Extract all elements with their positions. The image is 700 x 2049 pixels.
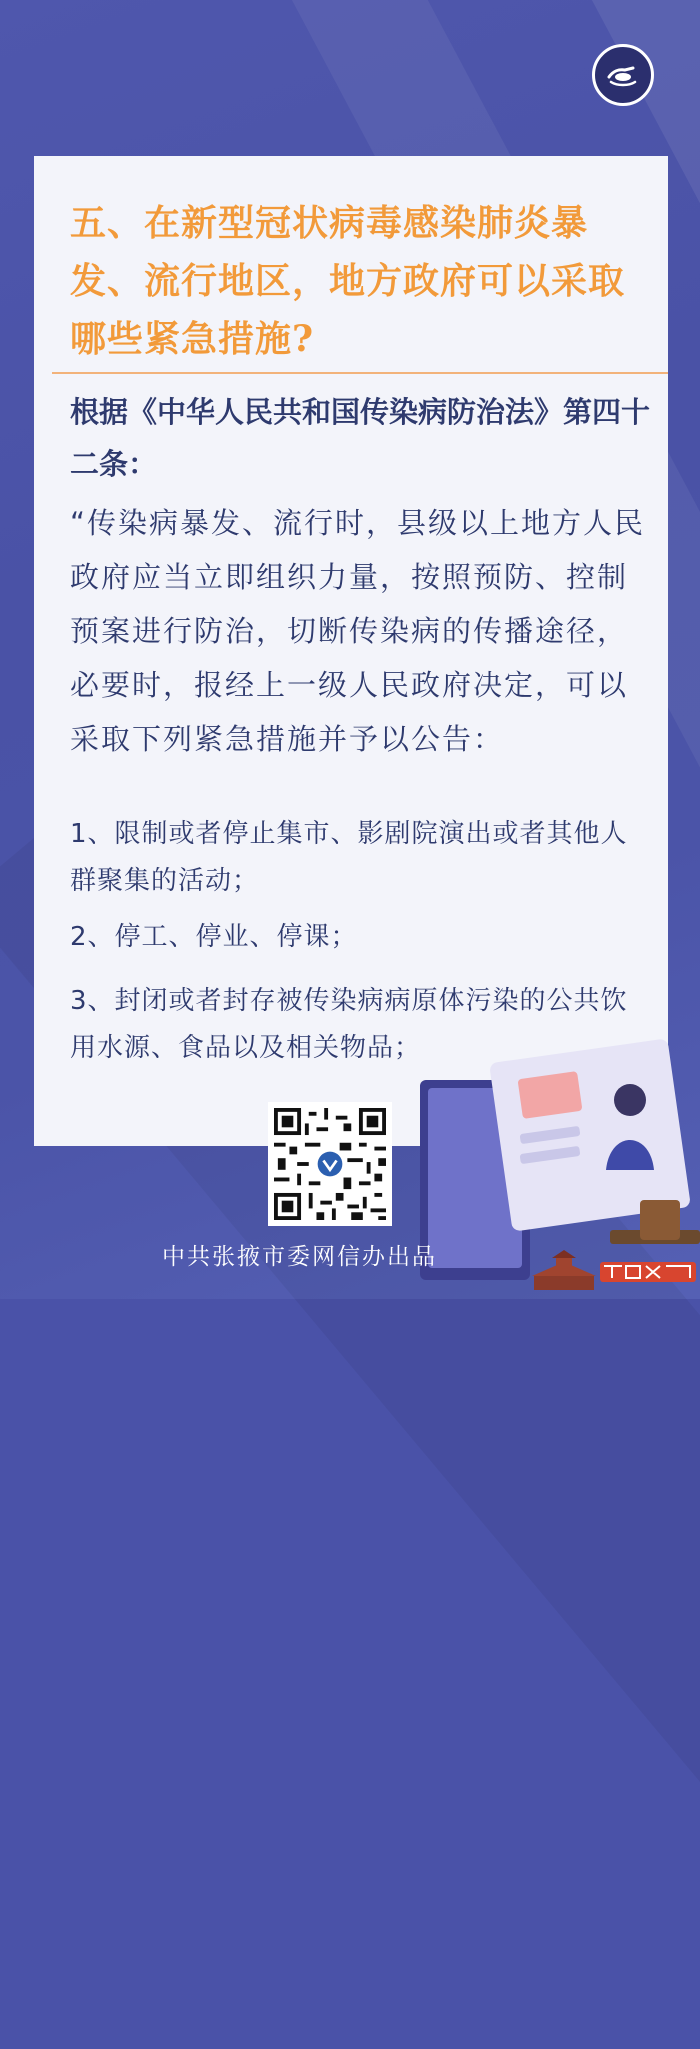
measure-item: 2、停工、停业、停课； xyxy=(70,922,358,952)
qr-code[interactable] xyxy=(268,1102,392,1226)
footer-credit: 中共张掖市委网信办出品 xyxy=(162,1244,437,1270)
app-logo-icon xyxy=(592,44,654,106)
measure-item: 1、限制或者停止集市、影剧院演出或者其他人群聚集的活动； xyxy=(70,819,628,896)
question-title: 五、在新型冠状病毒感染肺炎暴发、流行地区，地方政府可以采取哪些紧急措施? xyxy=(70,202,626,360)
law-quote: “传染病暴发、流行时，县级以上地方人民政府应当立即组织力量，按照预防、控制预案进行防治，切断传染病的传播途径，必要时，报经上一级人民政府决定，可以采取下列紧急措施并予以公告： xyxy=(70,506,646,756)
measure-item: 3、封闭或者封存被传染病病原体污染的公共饮用水源、食品以及相关物品； xyxy=(70,986,628,1063)
content-card xyxy=(34,156,668,1146)
title-divider xyxy=(52,372,668,374)
law-reference: 根据《中华人民共和国传染病防治法》第四十二条： xyxy=(70,395,651,481)
brand-logo xyxy=(530,1250,700,1294)
